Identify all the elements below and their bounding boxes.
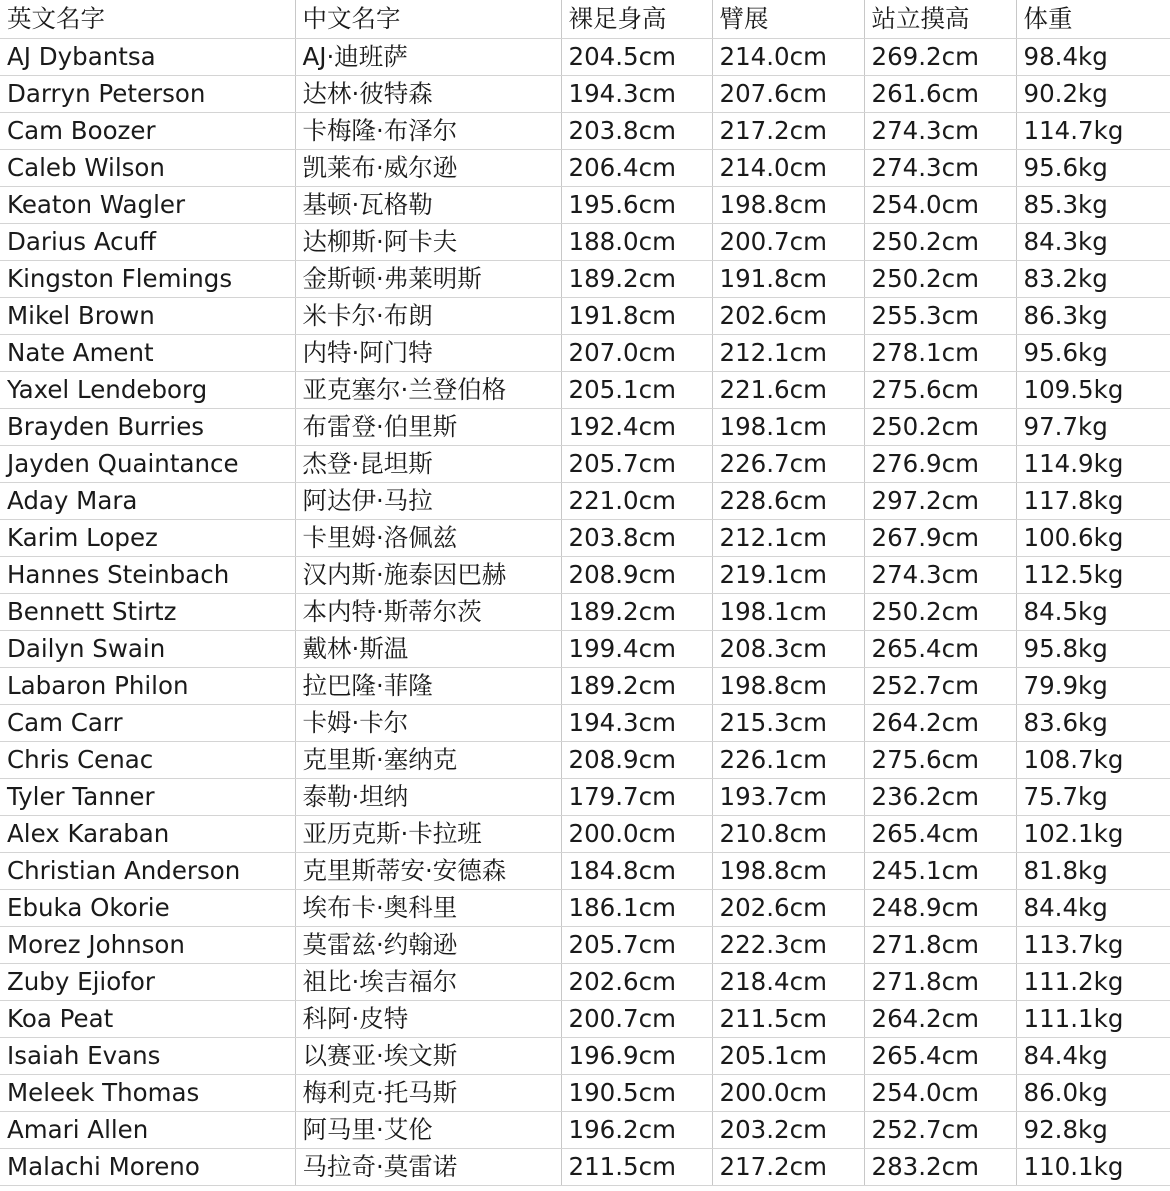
cell-chinese-name[interactable]: 汉内斯·施泰因巴赫 bbox=[295, 556, 561, 593]
cell-standing-reach[interactable]: 265.4cm bbox=[864, 630, 1016, 667]
cell-english-name[interactable]: Isaiah Evans bbox=[0, 1037, 295, 1074]
cell-weight[interactable]: 84.4kg bbox=[1016, 1037, 1170, 1074]
cell-chinese-name[interactable]: 杰登·昆坦斯 bbox=[295, 445, 561, 482]
table-row bbox=[0, 1148, 1170, 1185]
cell-wingspan[interactable]: 198.8cm bbox=[712, 852, 864, 889]
cell-standing-reach[interactable]: 275.6cm bbox=[864, 741, 1016, 778]
cell-english-name[interactable]: Kingston Flemings bbox=[0, 260, 295, 297]
cell-weight[interactable]: 84.4kg bbox=[1016, 889, 1170, 926]
table-row bbox=[0, 371, 1170, 408]
cell-chinese-name[interactable]: 卡梅隆·布泽尔 bbox=[295, 112, 561, 149]
table-row bbox=[0, 593, 1170, 630]
cell-english-name[interactable]: Hannes Steinbach bbox=[0, 556, 295, 593]
header-weight[interactable]: 体重 bbox=[1016, 0, 1170, 38]
cell-weight[interactable]: 112.5kg bbox=[1016, 556, 1170, 593]
cell-weight[interactable]: 114.7kg bbox=[1016, 112, 1170, 149]
cell-standing-reach[interactable]: 250.2cm bbox=[864, 260, 1016, 297]
cell-standing-reach[interactable]: 278.1cm bbox=[864, 334, 1016, 371]
cell-english-name[interactable]: AJ Dybantsa bbox=[0, 38, 295, 75]
table-row bbox=[0, 297, 1170, 334]
cell-weight[interactable]: 97.7kg bbox=[1016, 408, 1170, 445]
cell-weight[interactable]: 95.6kg bbox=[1016, 149, 1170, 186]
cell-weight[interactable]: 95.8kg bbox=[1016, 630, 1170, 667]
header-english-name[interactable]: 英文名字 bbox=[0, 0, 295, 38]
cell-standing-reach[interactable]: 245.1cm bbox=[864, 852, 1016, 889]
cell-weight[interactable]: 79.9kg bbox=[1016, 667, 1170, 704]
cell-barefoot-height[interactable]: 189.2cm bbox=[561, 260, 712, 297]
cell-wingspan[interactable]: 212.1cm bbox=[712, 334, 864, 371]
cell-weight[interactable]: 95.6kg bbox=[1016, 334, 1170, 371]
cell-standing-reach[interactable]: 274.3cm bbox=[864, 112, 1016, 149]
cell-wingspan[interactable]: 218.4cm bbox=[712, 963, 864, 1000]
cell-english-name[interactable]: Labaron Philon bbox=[0, 667, 295, 704]
cell-barefoot-height[interactable]: 221.0cm bbox=[561, 482, 712, 519]
cell-weight[interactable]: 90.2kg bbox=[1016, 75, 1170, 112]
cell-barefoot-height[interactable]: 211.5cm bbox=[561, 1148, 712, 1185]
cell-english-name[interactable]: Chris Cenac bbox=[0, 741, 295, 778]
cell-wingspan[interactable]: 205.1cm bbox=[712, 1037, 864, 1074]
cell-english-name[interactable]: Christian Anderson bbox=[0, 852, 295, 889]
cell-standing-reach[interactable]: 275.6cm bbox=[864, 371, 1016, 408]
cell-wingspan[interactable]: 226.7cm bbox=[712, 445, 864, 482]
cell-weight[interactable]: 86.3kg bbox=[1016, 297, 1170, 334]
cell-chinese-name[interactable]: 基顿·瓦格勒 bbox=[295, 186, 561, 223]
cell-wingspan[interactable]: 212.1cm bbox=[712, 519, 864, 556]
cell-chinese-name[interactable]: 米卡尔·布朗 bbox=[295, 297, 561, 334]
table-row bbox=[0, 149, 1170, 186]
cell-standing-reach[interactable]: 269.2cm bbox=[864, 38, 1016, 75]
cell-chinese-name[interactable]: AJ·迪班萨 bbox=[295, 38, 561, 75]
table-row bbox=[0, 519, 1170, 556]
cell-standing-reach[interactable]: 276.9cm bbox=[864, 445, 1016, 482]
cell-english-name[interactable]: Tyler Tanner bbox=[0, 778, 295, 815]
cell-weight[interactable]: 84.5kg bbox=[1016, 593, 1170, 630]
cell-barefoot-height[interactable]: 194.3cm bbox=[561, 75, 712, 112]
cell-weight[interactable]: 84.3kg bbox=[1016, 223, 1170, 260]
cell-standing-reach[interactable]: 283.2cm bbox=[864, 1148, 1016, 1185]
cell-standing-reach[interactable]: 264.2cm bbox=[864, 704, 1016, 741]
cell-english-name[interactable]: Ebuka Okorie bbox=[0, 889, 295, 926]
cell-wingspan[interactable]: 214.0cm bbox=[712, 149, 864, 186]
cell-chinese-name[interactable]: 卡姆·卡尔 bbox=[295, 704, 561, 741]
cell-barefoot-height[interactable]: 205.7cm bbox=[561, 445, 712, 482]
table-row bbox=[0, 1111, 1170, 1148]
cell-weight[interactable]: 114.9kg bbox=[1016, 445, 1170, 482]
cell-weight[interactable]: 117.8kg bbox=[1016, 482, 1170, 519]
cell-barefoot-height[interactable]: 205.7cm bbox=[561, 926, 712, 963]
cell-chinese-name[interactable]: 凯莱布·威尔逊 bbox=[295, 149, 561, 186]
cell-barefoot-height[interactable]: 196.9cm bbox=[561, 1037, 712, 1074]
cell-english-name[interactable]: Amari Allen bbox=[0, 1111, 295, 1148]
cell-wingspan[interactable]: 226.1cm bbox=[712, 741, 864, 778]
cell-standing-reach[interactable]: 271.8cm bbox=[864, 963, 1016, 1000]
cell-barefoot-height[interactable]: 207.0cm bbox=[561, 334, 712, 371]
cell-chinese-name[interactable]: 拉巴隆·菲隆 bbox=[295, 667, 561, 704]
cell-chinese-name[interactable]: 阿马里·艾伦 bbox=[295, 1111, 561, 1148]
cell-chinese-name[interactable]: 埃布卡·奥科里 bbox=[295, 889, 561, 926]
cell-barefoot-height[interactable]: 184.8cm bbox=[561, 852, 712, 889]
cell-chinese-name[interactable]: 布雷登·伯里斯 bbox=[295, 408, 561, 445]
cell-barefoot-height[interactable]: 200.0cm bbox=[561, 815, 712, 852]
cell-wingspan[interactable]: 202.6cm bbox=[712, 297, 864, 334]
cell-weight[interactable]: 102.1kg bbox=[1016, 815, 1170, 852]
table-row bbox=[0, 556, 1170, 593]
cell-weight[interactable]: 75.7kg bbox=[1016, 778, 1170, 815]
cell-barefoot-height[interactable]: 205.1cm bbox=[561, 371, 712, 408]
table-row bbox=[0, 815, 1170, 852]
cell-barefoot-height[interactable]: 196.2cm bbox=[561, 1111, 712, 1148]
table-row bbox=[0, 704, 1170, 741]
cell-english-name[interactable]: Zuby Ejiofor bbox=[0, 963, 295, 1000]
cell-chinese-name[interactable]: 达林·彼特森 bbox=[295, 75, 561, 112]
cell-weight[interactable]: 83.2kg bbox=[1016, 260, 1170, 297]
cell-english-name[interactable]: Karim Lopez bbox=[0, 519, 295, 556]
table-row bbox=[0, 1000, 1170, 1037]
cell-barefoot-height[interactable]: 192.4cm bbox=[561, 408, 712, 445]
table-row bbox=[0, 482, 1170, 519]
table-row bbox=[0, 445, 1170, 482]
cell-standing-reach[interactable]: 236.2cm bbox=[864, 778, 1016, 815]
cell-chinese-name[interactable]: 戴林·斯温 bbox=[295, 630, 561, 667]
cell-wingspan[interactable]: 191.8cm bbox=[712, 260, 864, 297]
cell-wingspan[interactable]: 228.6cm bbox=[712, 482, 864, 519]
cell-weight[interactable]: 100.6kg bbox=[1016, 519, 1170, 556]
cell-standing-reach[interactable]: 252.7cm bbox=[864, 1111, 1016, 1148]
cell-english-name[interactable]: Cam Carr bbox=[0, 704, 295, 741]
cell-wingspan[interactable]: 214.0cm bbox=[712, 38, 864, 75]
cell-standing-reach[interactable]: 265.4cm bbox=[864, 815, 1016, 852]
cell-chinese-name[interactable]: 科阿·皮特 bbox=[295, 1000, 561, 1037]
cell-weight[interactable]: 81.8kg bbox=[1016, 852, 1170, 889]
cell-barefoot-height[interactable]: 189.2cm bbox=[561, 667, 712, 704]
cell-barefoot-height[interactable]: 206.4cm bbox=[561, 149, 712, 186]
cell-chinese-name[interactable]: 马拉奇·莫雷诺 bbox=[295, 1148, 561, 1185]
cell-weight[interactable]: 113.7kg bbox=[1016, 926, 1170, 963]
cell-english-name[interactable]: Nate Ament bbox=[0, 334, 295, 371]
header-row bbox=[0, 0, 1170, 38]
cell-standing-reach[interactable]: 271.8cm bbox=[864, 926, 1016, 963]
cell-chinese-name[interactable]: 达柳斯·阿卡夫 bbox=[295, 223, 561, 260]
cell-barefoot-height[interactable]: 188.0cm bbox=[561, 223, 712, 260]
cell-weight[interactable]: 98.4kg bbox=[1016, 38, 1170, 75]
cell-wingspan[interactable]: 210.8cm bbox=[712, 815, 864, 852]
cell-chinese-name[interactable]: 内特·阿门特 bbox=[295, 334, 561, 371]
table-row bbox=[0, 223, 1170, 260]
cell-wingspan[interactable]: 200.0cm bbox=[712, 1074, 864, 1111]
cell-barefoot-height[interactable]: 203.8cm bbox=[561, 112, 712, 149]
cell-standing-reach[interactable]: 265.4cm bbox=[864, 1037, 1016, 1074]
cell-chinese-name[interactable]: 本内特·斯蒂尔茨 bbox=[295, 593, 561, 630]
cell-english-name[interactable]: Koa Peat bbox=[0, 1000, 295, 1037]
header-wingspan[interactable]: 臂展 bbox=[712, 0, 864, 38]
header-chinese-name[interactable]: 中文名字 bbox=[295, 0, 561, 38]
cell-barefoot-height[interactable]: 195.6cm bbox=[561, 186, 712, 223]
table-row bbox=[0, 112, 1170, 149]
cell-standing-reach[interactable]: 254.0cm bbox=[864, 1074, 1016, 1111]
table-row bbox=[0, 667, 1170, 704]
cell-chinese-name[interactable]: 阿达伊·马拉 bbox=[295, 482, 561, 519]
table-row bbox=[0, 334, 1170, 371]
cell-chinese-name[interactable]: 亚克塞尔·兰登伯格 bbox=[295, 371, 561, 408]
cell-wingspan[interactable]: 217.2cm bbox=[712, 1148, 864, 1185]
cell-chinese-name[interactable]: 以赛亚·埃文斯 bbox=[295, 1037, 561, 1074]
cell-standing-reach[interactable]: 267.9cm bbox=[864, 519, 1016, 556]
cell-barefoot-height[interactable]: 191.8cm bbox=[561, 297, 712, 334]
header-barefoot-height[interactable]: 裸足身高 bbox=[561, 0, 712, 38]
table-row bbox=[0, 963, 1170, 1000]
cell-wingspan[interactable]: 208.3cm bbox=[712, 630, 864, 667]
table-row bbox=[0, 630, 1170, 667]
cell-standing-reach[interactable]: 250.2cm bbox=[864, 223, 1016, 260]
header-standing-reach[interactable]: 站立摸高 bbox=[864, 0, 1016, 38]
cell-chinese-name[interactable]: 克里斯蒂安·安德森 bbox=[295, 852, 561, 889]
cell-wingspan[interactable]: 211.5cm bbox=[712, 1000, 864, 1037]
cell-standing-reach[interactable]: 264.2cm bbox=[864, 1000, 1016, 1037]
cell-weight[interactable]: 86.0kg bbox=[1016, 1074, 1170, 1111]
cell-standing-reach[interactable]: 255.3cm bbox=[864, 297, 1016, 334]
cell-standing-reach[interactable]: 248.9cm bbox=[864, 889, 1016, 926]
cell-chinese-name[interactable]: 祖比·埃吉福尔 bbox=[295, 963, 561, 1000]
cell-weight[interactable]: 83.6kg bbox=[1016, 704, 1170, 741]
cell-barefoot-height[interactable]: 203.8cm bbox=[561, 519, 712, 556]
cell-english-name[interactable]: Dailyn Swain bbox=[0, 630, 295, 667]
table-row bbox=[0, 408, 1170, 445]
cell-english-name[interactable]: Malachi Moreno bbox=[0, 1148, 295, 1185]
cell-barefoot-height[interactable]: 200.7cm bbox=[561, 1000, 712, 1037]
cell-chinese-name[interactable]: 梅利克·托马斯 bbox=[295, 1074, 561, 1111]
table-row bbox=[0, 778, 1170, 815]
cell-english-name[interactable]: Keaton Wagler bbox=[0, 186, 295, 223]
cell-english-name[interactable]: Brayden Burries bbox=[0, 408, 295, 445]
cell-english-name[interactable]: Alex Karaban bbox=[0, 815, 295, 852]
cell-standing-reach[interactable]: 274.3cm bbox=[864, 556, 1016, 593]
cell-english-name[interactable]: Morez Johnson bbox=[0, 926, 295, 963]
cell-english-name[interactable]: Mikel Brown bbox=[0, 297, 295, 334]
cell-wingspan[interactable]: 198.1cm bbox=[712, 408, 864, 445]
cell-english-name[interactable]: Bennett Stirtz bbox=[0, 593, 295, 630]
table-row bbox=[0, 186, 1170, 223]
cell-wingspan[interactable]: 221.6cm bbox=[712, 371, 864, 408]
cell-english-name[interactable]: Yaxel Lendeborg bbox=[0, 371, 295, 408]
cell-chinese-name[interactable]: 克里斯·塞纳克 bbox=[295, 741, 561, 778]
table-row bbox=[0, 852, 1170, 889]
cell-wingspan[interactable]: 198.8cm bbox=[712, 186, 864, 223]
table-row bbox=[0, 1074, 1170, 1111]
table-row bbox=[0, 889, 1170, 926]
cell-barefoot-height[interactable]: 199.4cm bbox=[561, 630, 712, 667]
cell-english-name[interactable]: Meleek Thomas bbox=[0, 1074, 295, 1111]
cell-chinese-name[interactable]: 卡里姆·洛佩兹 bbox=[295, 519, 561, 556]
cell-wingspan[interactable]: 198.1cm bbox=[712, 593, 864, 630]
cell-weight[interactable]: 92.8kg bbox=[1016, 1111, 1170, 1148]
cell-barefoot-height[interactable]: 208.9cm bbox=[561, 556, 712, 593]
cell-standing-reach[interactable]: 250.2cm bbox=[864, 593, 1016, 630]
cell-barefoot-height[interactable]: 190.5cm bbox=[561, 1074, 712, 1111]
cell-standing-reach[interactable]: 297.2cm bbox=[864, 482, 1016, 519]
cell-wingspan[interactable]: 193.7cm bbox=[712, 778, 864, 815]
cell-weight[interactable]: 111.2kg bbox=[1016, 963, 1170, 1000]
cell-wingspan[interactable]: 215.3cm bbox=[712, 704, 864, 741]
cell-weight[interactable]: 108.7kg bbox=[1016, 741, 1170, 778]
cell-weight[interactable]: 109.5kg bbox=[1016, 371, 1170, 408]
cell-barefoot-height[interactable]: 204.5cm bbox=[561, 38, 712, 75]
cell-chinese-name[interactable]: 金斯顿·弗莱明斯 bbox=[295, 260, 561, 297]
cell-wingspan[interactable]: 219.1cm bbox=[712, 556, 864, 593]
cell-chinese-name[interactable]: 莫雷兹·约翰逊 bbox=[295, 926, 561, 963]
cell-barefoot-height[interactable]: 202.6cm bbox=[561, 963, 712, 1000]
cell-wingspan[interactable]: 203.2cm bbox=[712, 1111, 864, 1148]
cell-english-name[interactable]: Darryn Peterson bbox=[0, 75, 295, 112]
cell-wingspan[interactable]: 200.7cm bbox=[712, 223, 864, 260]
table-row bbox=[0, 38, 1170, 75]
cell-standing-reach[interactable]: 250.2cm bbox=[864, 408, 1016, 445]
cell-english-name[interactable]: Aday Mara bbox=[0, 482, 295, 519]
cell-wingspan[interactable]: 222.3cm bbox=[712, 926, 864, 963]
cell-chinese-name[interactable]: 亚历克斯·卡拉班 bbox=[295, 815, 561, 852]
cell-standing-reach[interactable]: 274.3cm bbox=[864, 149, 1016, 186]
cell-wingspan[interactable]: 217.2cm bbox=[712, 112, 864, 149]
cell-wingspan[interactable]: 202.6cm bbox=[712, 889, 864, 926]
cell-barefoot-height[interactable]: 179.7cm bbox=[561, 778, 712, 815]
cell-english-name[interactable]: Jayden Quaintance bbox=[0, 445, 295, 482]
cell-standing-reach[interactable]: 261.6cm bbox=[864, 75, 1016, 112]
cell-standing-reach[interactable]: 254.0cm bbox=[864, 186, 1016, 223]
cell-barefoot-height[interactable]: 189.2cm bbox=[561, 593, 712, 630]
cell-wingspan[interactable]: 198.8cm bbox=[712, 667, 864, 704]
table-row bbox=[0, 1037, 1170, 1074]
table-row bbox=[0, 741, 1170, 778]
cell-weight[interactable]: 111.1kg bbox=[1016, 1000, 1170, 1037]
table-row bbox=[0, 260, 1170, 297]
cell-weight[interactable]: 85.3kg bbox=[1016, 186, 1170, 223]
cell-english-name[interactable]: Caleb Wilson bbox=[0, 149, 295, 186]
cell-barefoot-height[interactable]: 186.1cm bbox=[561, 889, 712, 926]
table-row bbox=[0, 75, 1170, 112]
table-row bbox=[0, 926, 1170, 963]
cell-english-name[interactable]: Darius Acuff bbox=[0, 223, 295, 260]
cell-barefoot-height[interactable]: 208.9cm bbox=[561, 741, 712, 778]
cell-standing-reach[interactable]: 252.7cm bbox=[864, 667, 1016, 704]
cell-weight[interactable]: 110.1kg bbox=[1016, 1148, 1170, 1185]
cell-chinese-name[interactable]: 泰勒·坦纳 bbox=[295, 778, 561, 815]
cell-wingspan[interactable]: 207.6cm bbox=[712, 75, 864, 112]
cell-barefoot-height[interactable]: 194.3cm bbox=[561, 704, 712, 741]
cell-english-name[interactable]: Cam Boozer bbox=[0, 112, 295, 149]
